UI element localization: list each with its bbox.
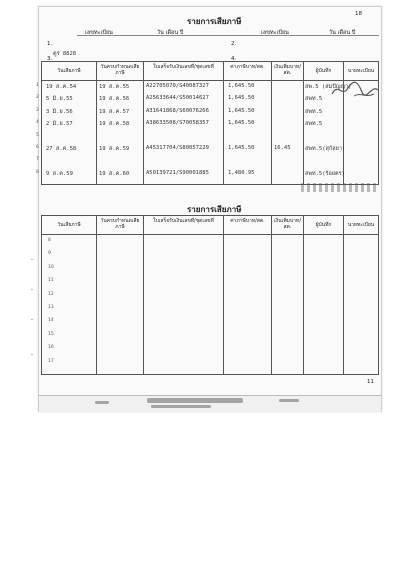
cell-surcharge: 16.45 <box>274 145 291 151</box>
row-number: 6 <box>36 145 39 150</box>
right-date-label: วัน เดือน ปี <box>329 30 356 36</box>
cell-receipt: A45317704/S80057229 <box>146 145 209 151</box>
cell-recorder: สพ.5 (สมปัญญา) <box>305 84 352 90</box>
cell-tax: 1,645.50 <box>228 107 255 114</box>
col2-header-tax: ค่าภาษีบาท/สต. <box>230 218 265 224</box>
row2-number: 14 <box>48 318 54 324</box>
row2-number: 9 <box>48 251 51 257</box>
side-mark-3: - <box>31 317 33 323</box>
row2-number: 11 <box>48 278 54 284</box>
cell-paid: 5 มิ.ย.55 <box>46 96 73 103</box>
col-header-due-date: วันครบกำหนดเสียภาษี <box>100 64 140 76</box>
cell-tax: 1,645.50 <box>228 83 255 89</box>
cell-paid: 2 มิ.ย.57 <box>46 121 73 128</box>
row-number: 8 <box>36 169 39 175</box>
page-number: 18 <box>355 11 362 17</box>
plate-number: ตูร 8828 <box>53 51 77 57</box>
row-number: 1 <box>36 83 39 88</box>
cell-paid: 9 ส.ค.59 <box>46 170 73 177</box>
item-2: 2. <box>231 41 237 47</box>
col-header-paid-date: วันเสียภาษี <box>57 68 81 74</box>
cell-due: 19 ส.ค.58 <box>99 121 130 128</box>
tax-table-1 <box>36 61 379 185</box>
cell-recorder: สพท.5 <box>305 96 323 103</box>
cell-paid: 19 ส.ค.54 <box>46 84 77 90</box>
cell-recorder: สพท.5(สุกัลยา) <box>305 146 346 152</box>
row2-number: 15 <box>48 331 54 337</box>
row2-number: 12 <box>48 291 54 297</box>
col2-header-surcharge: เงินเพิ่มบาท/สต. <box>274 218 301 230</box>
cell-tax: 1,645.50 <box>228 145 255 151</box>
row-number: 3 <box>36 107 39 113</box>
col2-header-due-date: วันครบกำหนดเสียภาษี <box>100 218 140 230</box>
col2-header-receipt: ใบเสร็จรับเงินเลขที่/ชุดเลขที่ <box>153 218 214 224</box>
col-header-surcharge: เงินเพิ่มบาท/สต. <box>274 64 301 76</box>
side-mark-2: - <box>31 287 33 293</box>
cell-due: 19 ส.ค.60 <box>99 170 130 177</box>
row-number: 7 <box>36 157 39 163</box>
right-reg-label: เลขทะเบียน <box>261 30 289 36</box>
col-header-receipt: ใบเสร็จรับเงินเลขที่/ชุดเลขที่ <box>153 64 214 70</box>
cell-receipt: A25633644/S50014627 <box>146 95 209 102</box>
signature-scribble <box>330 80 382 100</box>
col2-header-recorder: ผู้บันทึก <box>315 222 332 228</box>
item-1: 1. <box>47 41 53 47</box>
left-date-label: วัน เดือน ปี <box>157 30 184 36</box>
cell-paid: 3 มิ.ย.56 <box>46 108 73 115</box>
left-reg-label: เลขทะเบียน <box>85 30 113 36</box>
cell-receipt: A22705070/S40087327 <box>146 83 209 89</box>
tax-table-2 <box>41 215 379 375</box>
cell-recorder: สพท.5(ร้อยตร) <box>305 170 345 177</box>
cell-recorder: สพท.5 <box>305 121 323 128</box>
section-title-2: รายการเสียภาษี <box>187 204 242 214</box>
row2-number: 10 <box>48 264 54 270</box>
section-title-1: รายการเสียภาษี <box>187 16 242 26</box>
cell-receipt: A38633508/S70058357 <box>146 120 209 127</box>
row2-number: 13 <box>48 305 54 310</box>
tax-record-sheet <box>31 6 382 412</box>
cell-due: 19 ส.ค.59 <box>99 146 130 152</box>
row-number: 2 <box>36 95 39 101</box>
stamp-bleed <box>301 183 377 192</box>
col2-header-paid-date: วันเสียภาษี <box>57 222 81 228</box>
row2-number: 16 <box>48 345 54 351</box>
col-header-tax: ค่าภาษีบาท/สต. <box>230 64 265 70</box>
footer-strip <box>39 395 381 412</box>
col2-header-registrar: นายทะเบียน <box>347 222 375 228</box>
row-number: 5 <box>36 132 39 138</box>
cell-tax: 1,645.50 <box>228 120 255 127</box>
cell-due: 19 ส.ค.55 <box>99 84 130 90</box>
cell-receipt: A31641868/S60076266 <box>146 107 209 114</box>
item-4: 4. <box>231 56 237 62</box>
item-3: 3. <box>47 56 53 62</box>
side-mark-4: - <box>31 352 33 358</box>
cell-paid: 27 ส.ค.58 <box>46 146 77 152</box>
cell-tax: 1,480.95 <box>228 169 255 176</box>
col-header-registrar: นายทะเบียน <box>347 68 375 74</box>
row2-number: 8 <box>48 238 51 243</box>
cell-recorder: สพท.5 <box>305 108 323 115</box>
side-mark-1: - <box>31 257 33 263</box>
cell-tax: 1,645.50 <box>228 95 255 102</box>
col-header-recorder: ผู้บันทึก <box>315 68 332 74</box>
cell-receipt: A50139721/S90001885 <box>146 169 209 176</box>
cell-due: 19 ส.ค.56 <box>99 96 130 103</box>
header-rule <box>77 35 379 36</box>
bottom-right-mark: 11 <box>367 379 374 385</box>
row2-number: 17 <box>48 358 54 364</box>
cell-due: 19 ส.ค.57 <box>99 108 130 115</box>
row-number: 4 <box>36 120 39 126</box>
